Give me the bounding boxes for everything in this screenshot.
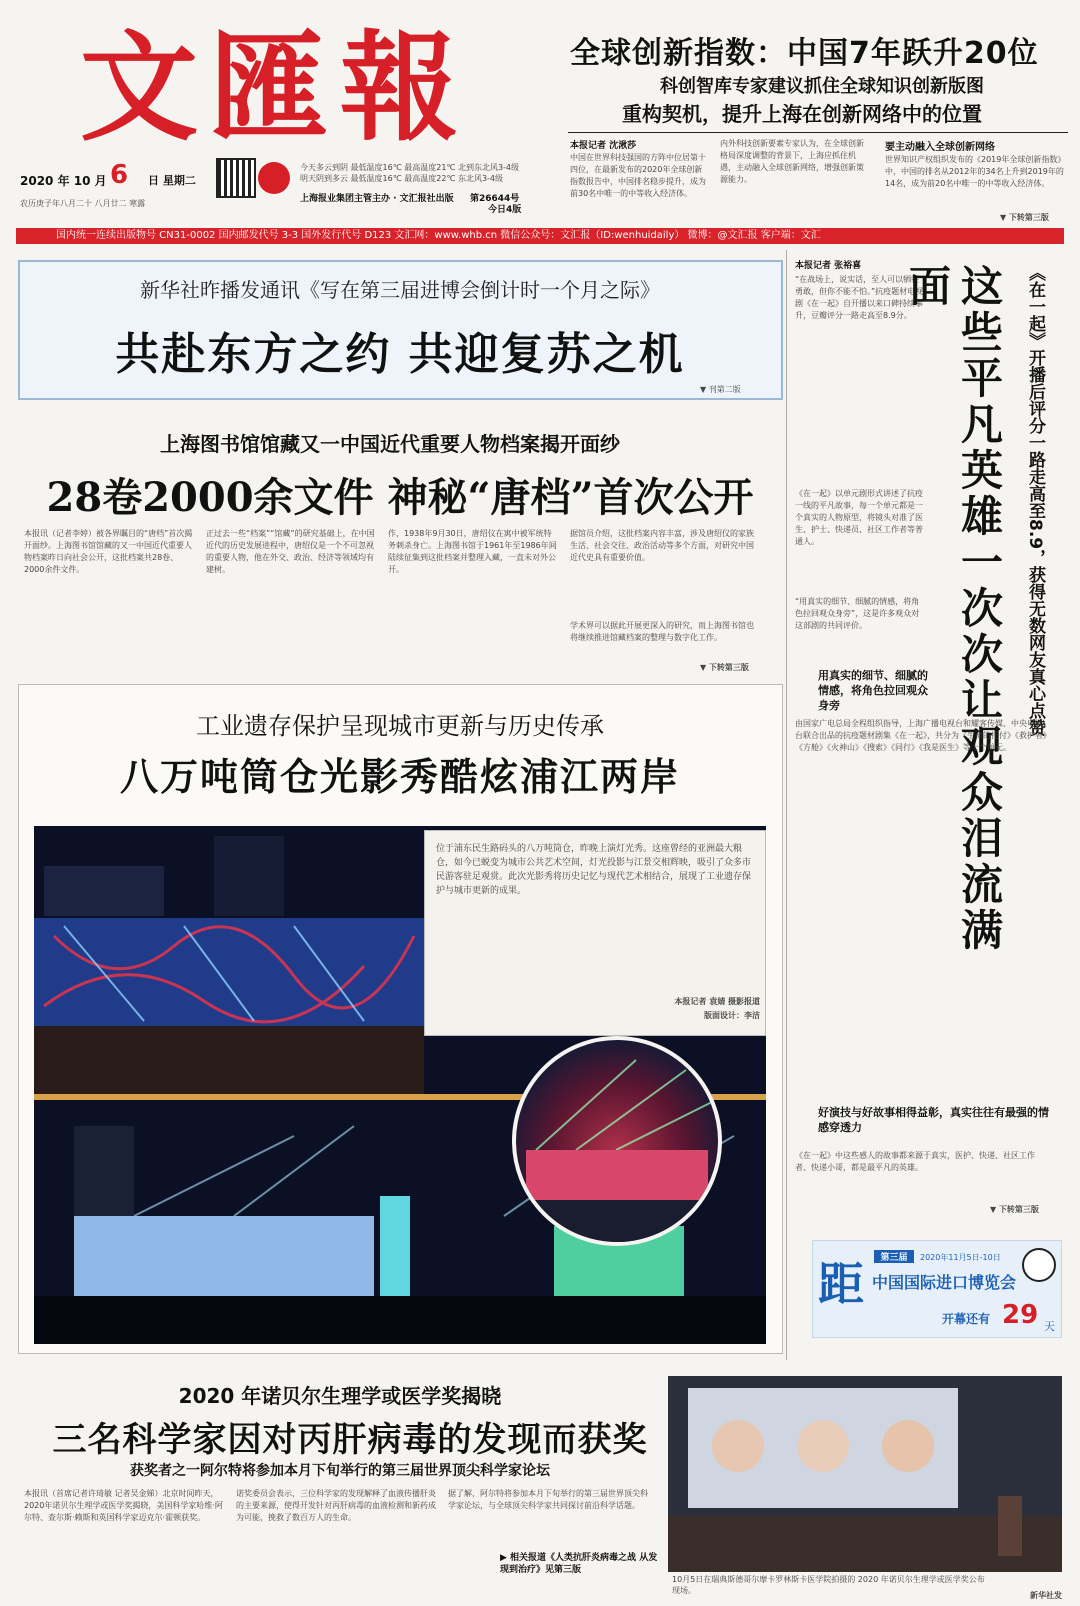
top-story-body-2: 内外科技创新要素专家认为，在全球创新格局深度调整的背景下，上海应抓住机遇，主动融入全球创新网络，增强创新策源能力。 bbox=[720, 139, 864, 184]
issue-date: 2020 年 10 月 bbox=[20, 174, 107, 188]
publisher: 上海报业集团主管主办 · 文汇报社出版 bbox=[300, 194, 454, 204]
nobel-kicker: 2020 年诺贝尔生理学或医学奖揭晓 bbox=[178, 1384, 502, 1408]
lead-jump: ▼ 刊第二版 bbox=[700, 385, 741, 394]
expo-edition: 第三届 bbox=[874, 1250, 914, 1263]
top-story-jump: ▼ 下转第三版 bbox=[1000, 213, 1049, 222]
issue-day: 6 bbox=[110, 160, 129, 190]
expo-dates: 2020年11月5日-10日 bbox=[920, 1253, 1001, 1262]
nobel-col-2: 诺奖委员会表示，三位科学家的发现解释了血液传播肝炎的主要来源，使得开发针对丙肝病毒的血液检测和新药成为可能，挽救了数百万人的生命。 bbox=[236, 1489, 436, 1522]
archive-col-4: 据馆员介绍，这批档案内容丰富，涉及唐绍仪的家族生活、社会交往、政治活动等多个方面，对研究中国近代史具有重要价值。 bbox=[570, 529, 754, 562]
nobel-photo-caption: 10月5日在瑞典斯德哥尔摩卡罗林斯卡医学院拍摄的 2020 年诺贝尔生理学或医学奖公布现场。 bbox=[672, 1575, 985, 1595]
inset-light-beams bbox=[516, 1040, 718, 1242]
archive-col-2: 正过去一些“档案”“馆藏”的研究基础上，在中国近代的历史发展进程中，唐绍仪是一个不可忽视的重要人物，他在外交、政治、经济等领域均有建树。 bbox=[206, 529, 375, 574]
photo-feature-kicker: 工业遗存保护呈现城市更新与历史传承 bbox=[196, 712, 604, 740]
top-story-side-head: 要主动融入全球创新网络 bbox=[885, 142, 995, 153]
drama-byline: 本报记者 张裕喜 bbox=[795, 261, 862, 271]
laureates-screen-illustration bbox=[668, 1376, 1062, 1572]
lead-kicker: 新华社昨播发通讯《写在第三届进博会倒计时一个月之际》 bbox=[140, 278, 660, 302]
photo-feature-headline: 八万吨筒仓光影秀酷炫浦江两岸 bbox=[119, 755, 680, 799]
drama-pullquote-1: 用真实的细节、细腻的情感，将角色拉回观众身旁 bbox=[818, 669, 928, 712]
archive-col-1: 本报讯（记者李婷）被各界瞩目的“唐档”首次揭开面纱。上海图书馆馆藏的又一中国近代重要人物档案昨日向社会公开，这批档案共28卷、2000余件文件。 bbox=[24, 529, 193, 574]
qr-code bbox=[216, 158, 256, 198]
drama-jump: ▼ 下转第三版 bbox=[990, 1205, 1039, 1214]
archive-col-5: 学术界可以据此开展更深入的研究，而上海图书馆也将继续推进馆藏档案的整理与数字化工作。 bbox=[570, 621, 754, 642]
panda-mascot-icon bbox=[1022, 1248, 1056, 1282]
masthead-title: 文匯報 bbox=[80, 18, 471, 157]
nobel-subhead: 获奖者之一阿尔特将参加本月下旬举行的第三届世界顶尖科学家论坛 bbox=[130, 1463, 550, 1479]
nobel-headline: 三名科学家因对丙肝病毒的发现而获奖 bbox=[52, 1420, 648, 1460]
drama-body-1: “在战场上，说实话，至人可以牺牲勇敢，但你不能不怕。”抗疫题材电视剧《在一起》自开播以来口碑持续攀升，豆瓣评分一路走高至8.9分。 bbox=[795, 275, 924, 320]
lunar-date: 农历庚子年八月二十 八月廿二 寒露 bbox=[20, 199, 146, 208]
issue-number: 第26644号 bbox=[470, 194, 520, 204]
column-divider bbox=[786, 250, 787, 1360]
top-story-body-3: 世界知识产权组织发布的《2019年全球创新指数》中，中国的排名从2012年的34名上升到2019年的14名，成为前20名中唯一的中等收入经济体。 bbox=[885, 155, 1064, 188]
issue-weekday: 日 星期二 bbox=[148, 174, 196, 187]
drama-vertical-headline: 这些平凡英雄一次次让观众泪流满面 bbox=[903, 264, 1004, 954]
weather: 今天多云到阴 最低温度16℃ 最高温度21℃ 北到东北风3-4级 明天阴到多云 最低温度16℃ 最高温度22℃ 东北风3-4级 bbox=[300, 163, 520, 183]
top-story-body-1: 中国在世界科技强国的方阵中位居第十四位，在最新发布的2020年全球创新指数报告中，中国排名稳步提升，成为前30名中唯一的中等收入经济体。 bbox=[570, 153, 706, 198]
expo-name: 中国国际进口博览会 bbox=[872, 1273, 1017, 1292]
top-story-headline: 全球创新指数：中国7年跃升20位 bbox=[570, 36, 1039, 71]
drama-body-2: 《在一起》以单元剧形式讲述了抗疫一线的平凡故事，每一个单元都是一个真实的人物原型，将镜头对准了医生、护士、快递员、社区工作者等普通人。 bbox=[795, 489, 923, 546]
expo-days: 29 bbox=[1002, 1300, 1039, 1330]
nobel-related: ▶ 相关报道《人类抗肝炎病毒之战 从发现到治疗》见第三版 bbox=[500, 1553, 658, 1575]
top-story-subhead-2: 重构契机，提升上海在创新网络中的位置 bbox=[622, 102, 982, 126]
nobel-photo-credit: 新华社发 bbox=[1030, 1591, 1062, 1600]
inset-photo-circle bbox=[512, 1036, 722, 1246]
page-count: 今日4版 bbox=[488, 205, 522, 215]
drama-body-3: “用真实的细节、细腻的情感，将角色拉回观众身旁”，这是许多观众对这部剧的共同评价。 bbox=[795, 597, 920, 630]
archive-headline: 28卷2000余文件 神秘“唐档”首次公开 bbox=[46, 474, 754, 521]
nobel-col-1: 本报讯（首席记者许琦敏 记者吴金娣）北京时间昨天，2020年诺贝尔生理学或医学奖揭晓，美国科学家哈维·阿尔特、查尔斯·赖斯和英国科学家迈克尔·霍顿获奖。 bbox=[24, 1489, 223, 1522]
drama-vertical-kicker: 《在一起》开播后评分一路走高至8.9，获得无数网友真心点赞 bbox=[1025, 264, 1045, 737]
expo-countdown-label: 开幕还有 bbox=[942, 1312, 991, 1326]
expo-prefix: 距 bbox=[818, 1257, 864, 1311]
archive-kicker: 上海图书馆馆藏又一中国近代重要人物档案揭开面纱 bbox=[160, 432, 620, 456]
nobel-col-3: 据了解，阿尔特将参加本月下旬举行的第三届世界顶尖科学家论坛，与全球顶尖科学家共同探讨前沿科学话题。 bbox=[448, 1489, 648, 1510]
divider bbox=[568, 132, 1068, 133]
top-story-subhead-1: 科创智库专家建议抓住全球知识创新版图 bbox=[660, 76, 984, 97]
photo-caption: 位于浦东民生路码头的八万吨筒仓，昨晚上演灯光秀。这座曾经的亚洲最大粮仓，如今已蜕变为城市公共艺术空间，灯光投影与江景交相辉映，吸引了众多市民游客驻足观赏。此次光影秀将历史记忆与现代艺术相结合，展现了工业遗存保护与城市更新的成果。 bbox=[436, 844, 752, 896]
drama-body-5: 《在一起》中这些感人的故事都来源于真实，医护、快递、社区工作者、快递小哥，都是最平凡的英雄。 bbox=[795, 1151, 1035, 1172]
drama-body-4: 由国家广电总局全程组织指导，上海广播电视台和耀客传媒、中央电视台联合出品的抗疫题材剧集《在一起》，共分为《生命的托付》《救护者》《方舱》《火神山》《搜索》《同行》《我是医生》等十个单元。 bbox=[795, 719, 1047, 752]
archive-jump: ▼ 下转第三版 bbox=[700, 663, 749, 672]
lead-headline: 共赴东方之约 共迎复苏之机 bbox=[115, 329, 685, 380]
newspaper-logo-icon bbox=[258, 162, 290, 194]
publication-info-bar: 国内统一连续出版物号 CN31-0002 国内邮发代号 3-3 国外发行代号 D123 文汇网：www.whb.cn 微信公众号：文汇报（ID:wenhuidaily） 微博：@文汇报 客户端：文汇 bbox=[16, 228, 1064, 244]
drama-pullquote-2: 好演技与好故事相得益彰，真实往往有最强的情感穿透力 bbox=[818, 1106, 1049, 1134]
archive-col-3: 作，1938年9月30日，唐绍仪在寓中被军统特务刺杀身亡。上海图书馆于1961年至1986年间陆续征集到这批档案并整理入藏，一直未对外公开。 bbox=[388, 529, 557, 574]
nobel-announcement-photo bbox=[668, 1376, 1062, 1572]
photo-design-credit: 版面设计：李洁 bbox=[704, 1011, 760, 1020]
photo-credit: 本报记者 袁婧 摄影报道 bbox=[674, 997, 760, 1006]
expo-days-unit: 天 bbox=[1044, 1320, 1055, 1333]
top-story-byline: 本报记者 沈湫莎 bbox=[570, 141, 637, 151]
